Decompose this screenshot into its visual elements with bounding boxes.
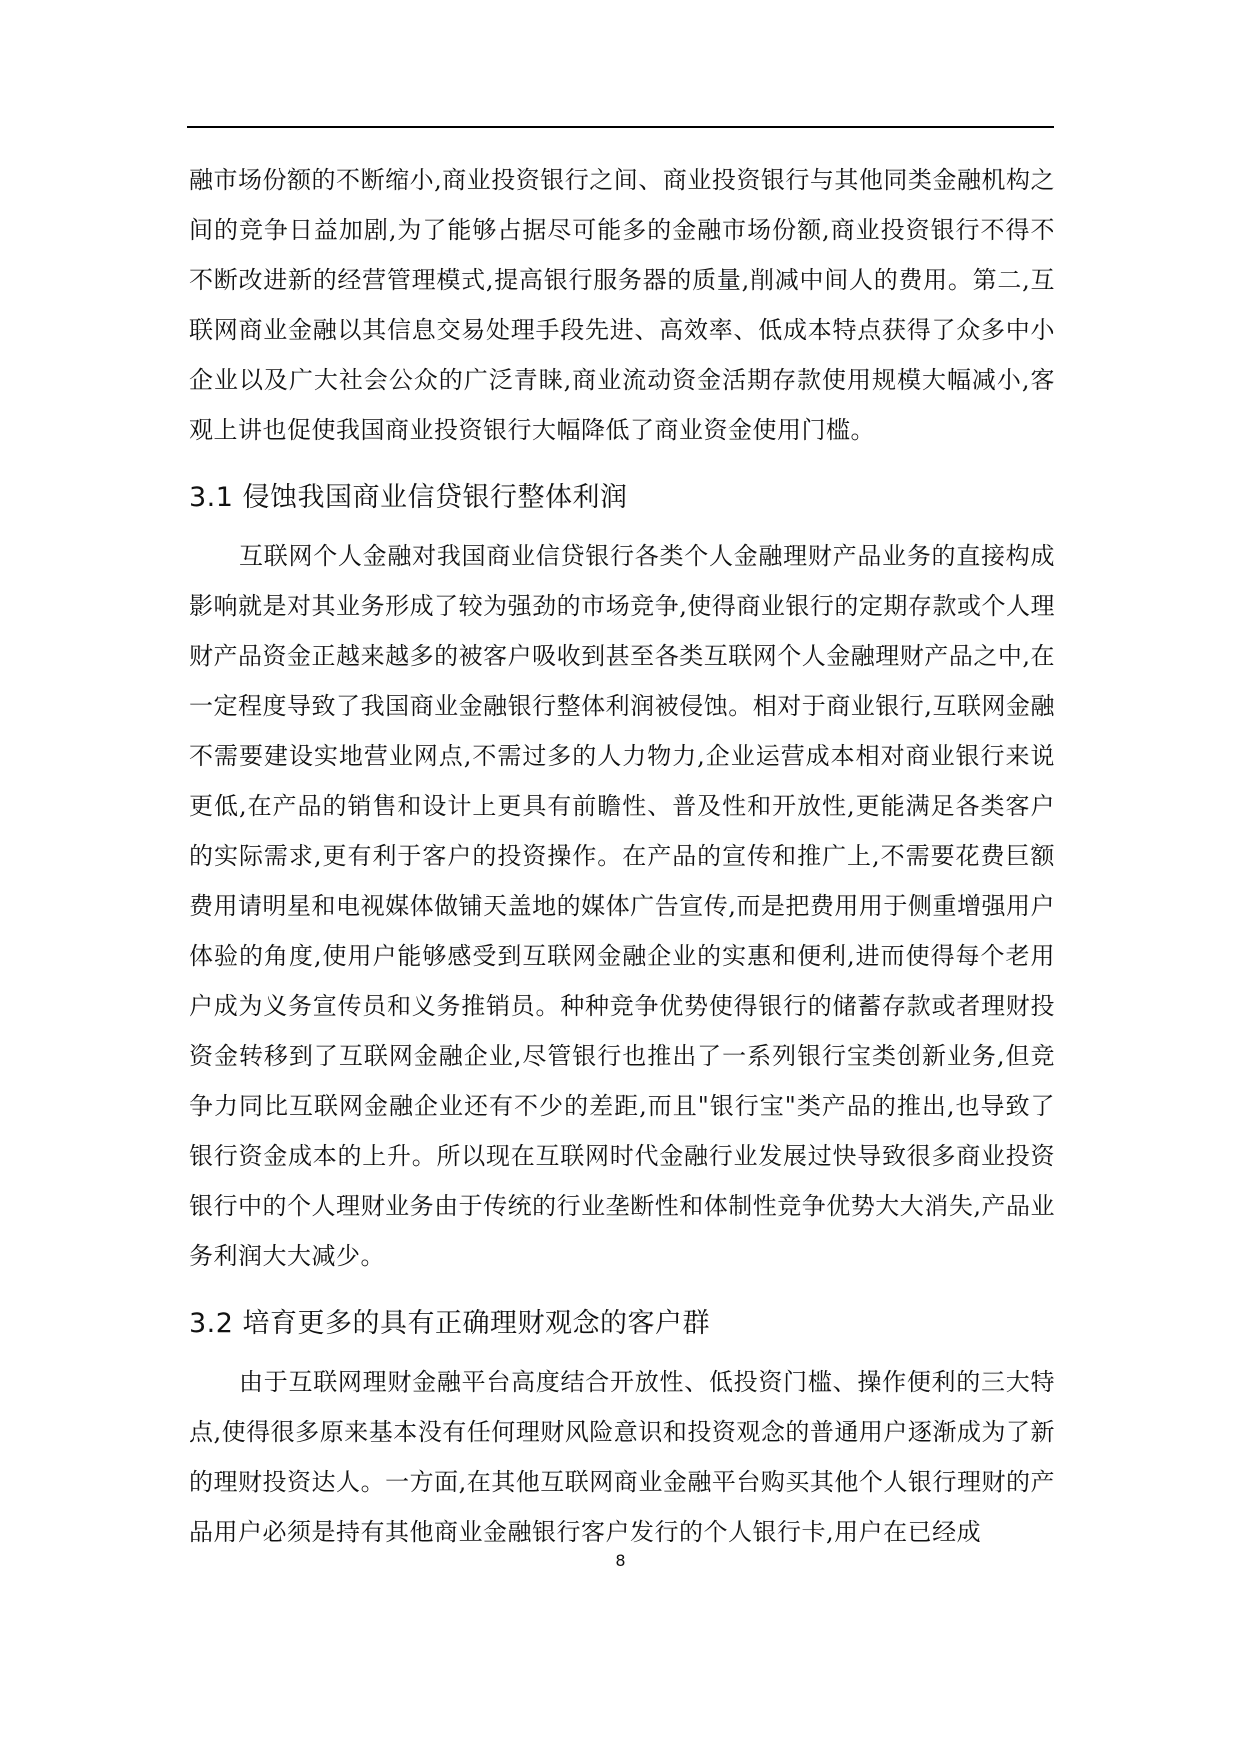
header-rule <box>187 126 1054 128</box>
section-heading-3-2: 3.2 培育更多的具有正确理财观念的客户群 <box>189 1308 711 1339</box>
section-3-2-body: 由于互联网理财金融平台高度结合开放性、低投资门槛、操作便利的三大特点,使得很多原来基本没有任何理财风险意识和投资观念的普通用户逐渐成为了新的理财投资达人。一方面,在其他互联网商业金融平台购买其他个人银行理财的产品用户必须是持有其他商业金融银行客户发行的个人银行卡,用户在已经成 <box>189 1368 1055 1546</box>
page-number: 8 <box>615 1551 626 1570</box>
continued-paragraph: 融市场份额的不断缩小,商业投资银行之间、商业投资银行与其他同类金融机构之间的竞争日益加剧,为了能够占据尽可能多的金融市场份额,商业投资银行不得不不断改进新的经营管理模式,提高银行服务器的质量,削减中间人的费用。第二,互联网商业金融以其信息交易处理手段先进、高效率、低成本特点获得了众多中小企业以及广大社会公众的广泛青睐,商业流动资金活期存款使用规模大幅减小,客观上讲也促使我国商业投资银行大幅降低了商业资金使用门槛。 <box>189 166 1055 444</box>
section-heading-3-1: 3.1 侵蚀我国商业信贷银行整体利润 <box>189 482 628 513</box>
page-content <box>189 155 1055 1557</box>
section-3-1-body: 互联网个人金融对我国商业信贷银行各类个人金融理财产品业务的直接构成影响就是对其业务形成了较为强劲的市场竞争,使得商业银行的定期存款或个人理财产品资金正越来越多的被客户吸收到甚至各类互联网个人金融理财产品之中,在一定程度导致了我国商业金融银行整体利润被侵蚀。相对于商业银行,互联网金融不需要建设实地营业网点,不需过多的人力物力,企业运营成本相对商业银行来说更低,在产品的销售和设计上更具有前瞻性、普及性和开放性,更能满足各类客户的实际需求,更有利于客户的投资操作。在产品的宣传和推广上,不需要花费巨额费用请明星和电视媒体做铺天盖地的媒体广告宣传,而是把费用用于侧重增强用户体验的角度,使用户能够感受到互联网金融企业的实惠和便利,进而使得每个老用户成为义务宣传员和义务推销员。种种竞争优势使得银行的储蓄存款或者理财投资金转移到了互联网金融企业,尽管银行也推出了一系列银行宝类创新业务,但竞争力同比互联网金融企业还有不少的差距,而且"银行宝"类产品的推出,也导致了银行资金成本的上升。所以现在互联网时代金融行业发展过快导致很多商业投资银行中的个人理财业务由于传统的行业垄断性和体制性竞争优势大大消失,产品业务利润大大减少。 <box>189 542 1055 1270</box>
